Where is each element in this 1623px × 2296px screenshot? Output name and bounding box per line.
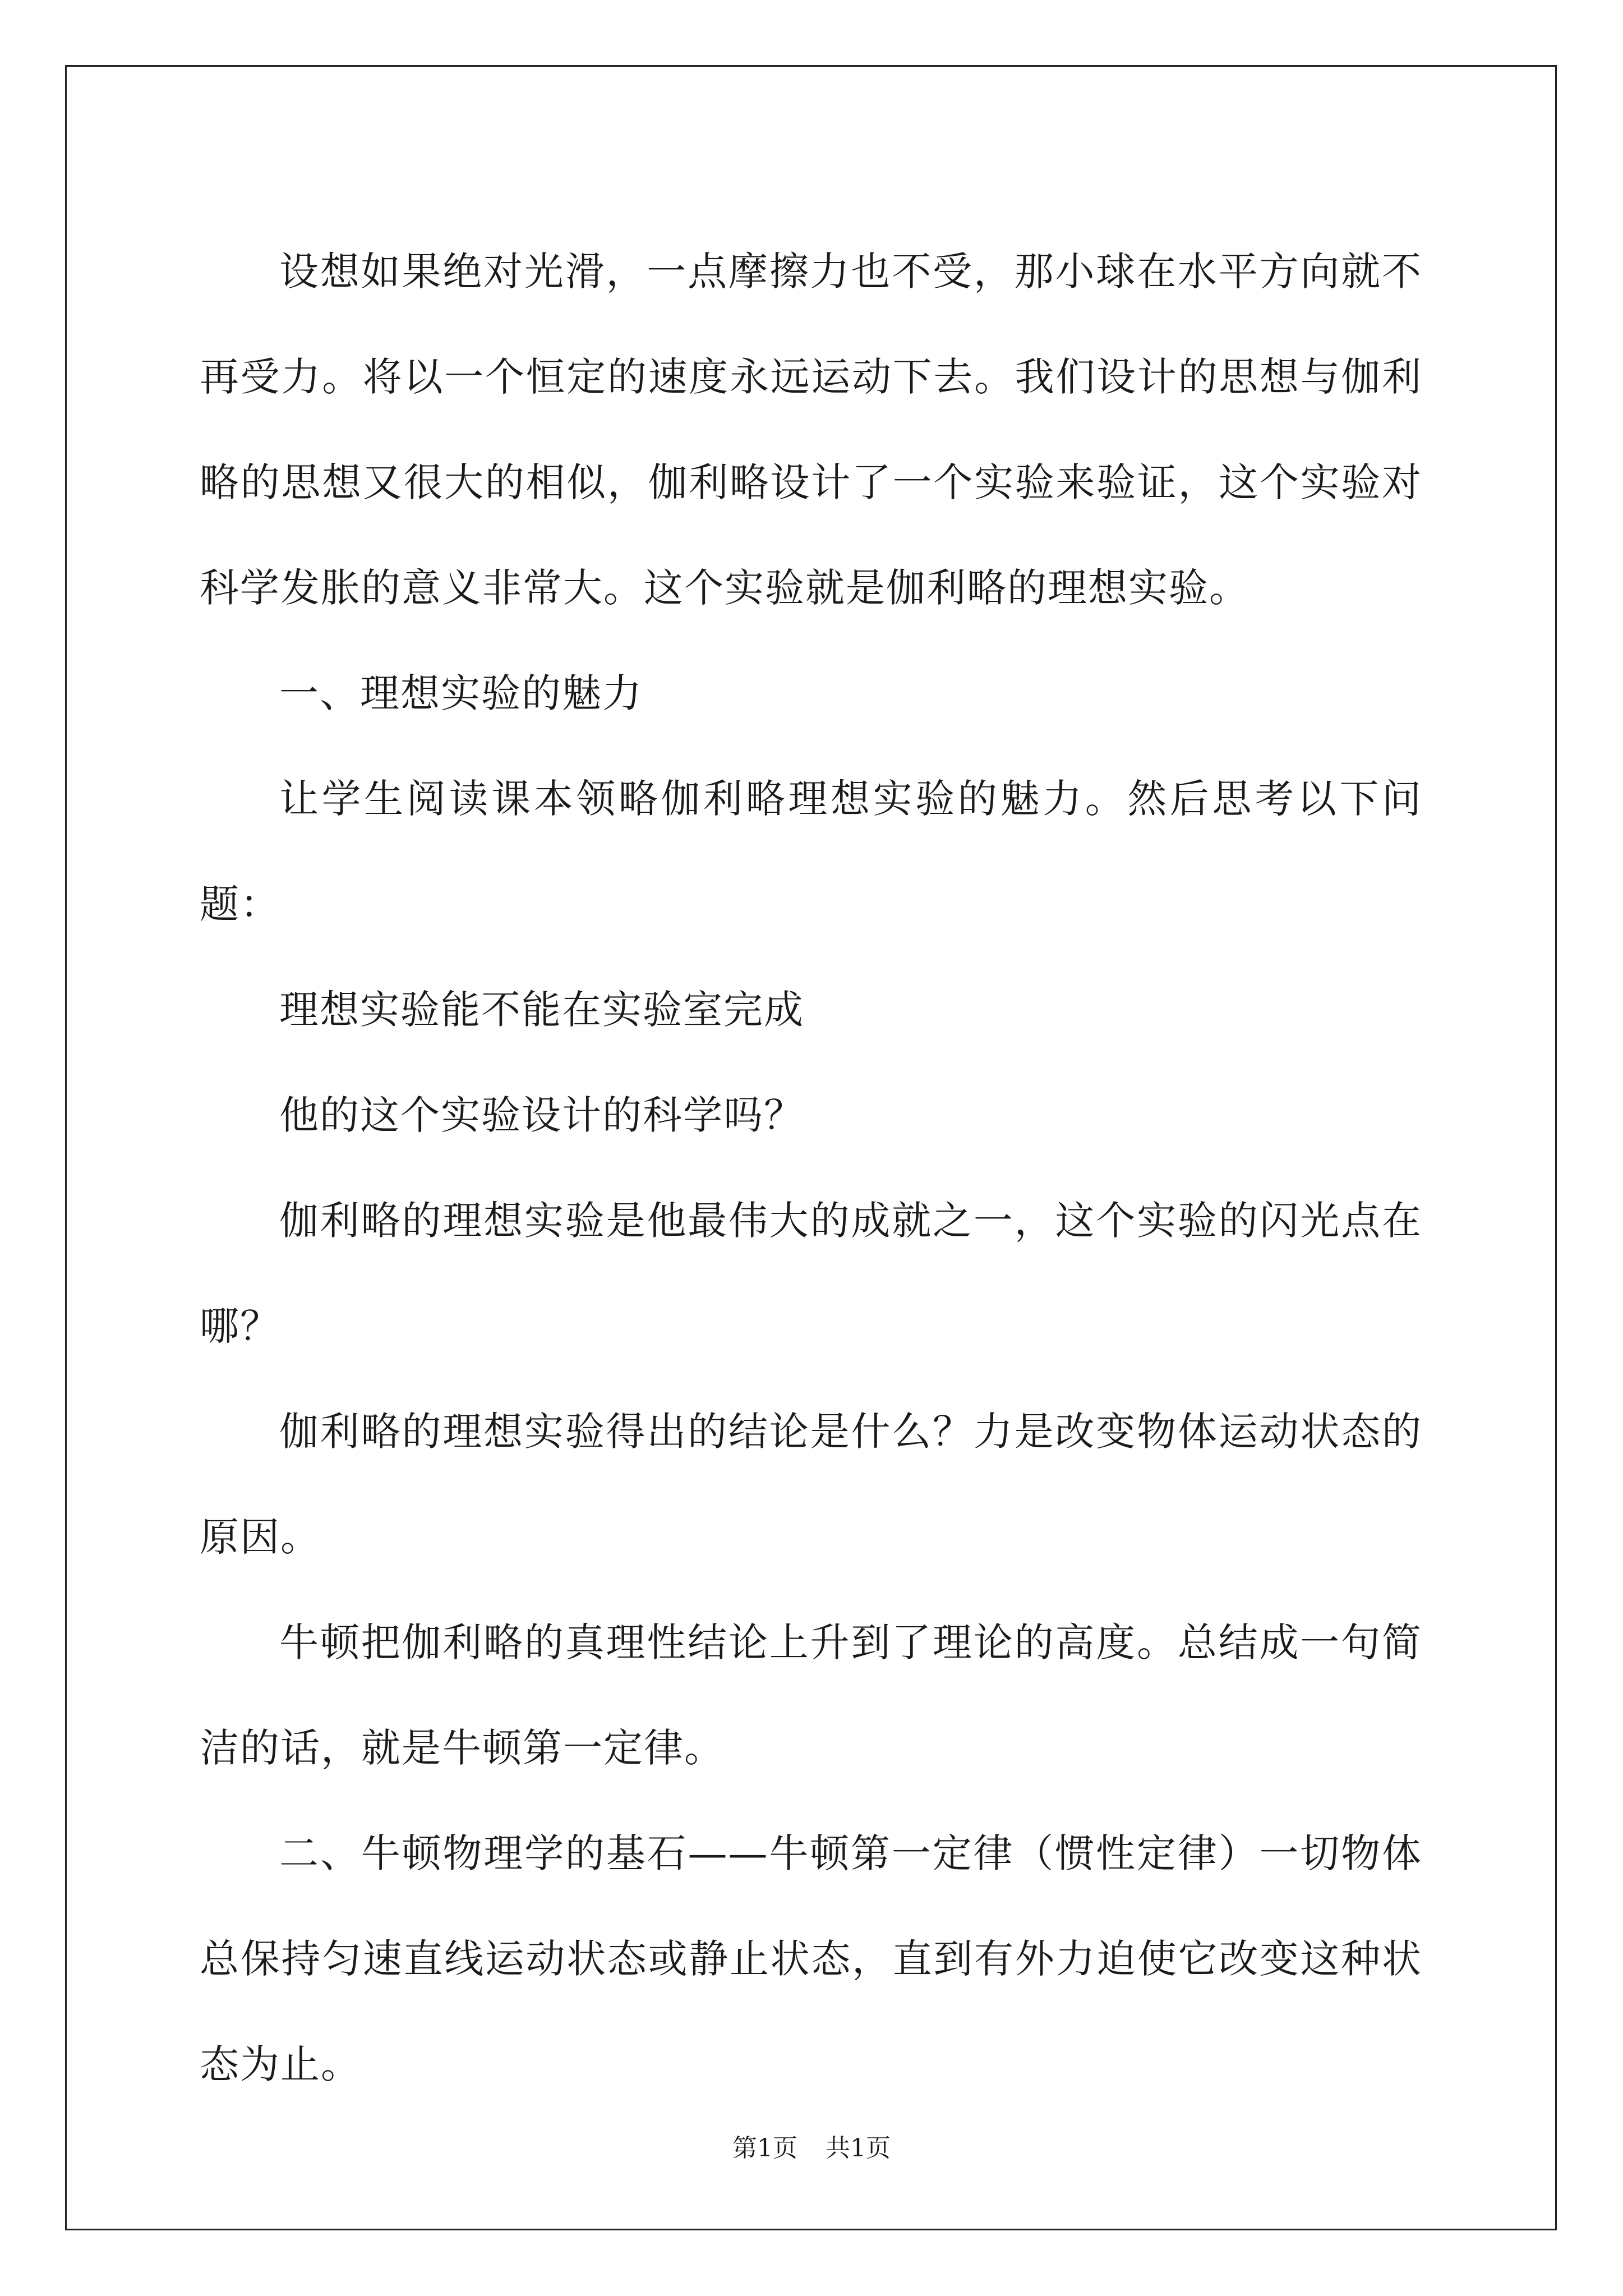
question-4: 伽利略的理想实验得出的结论是什么？力是改变物体运动状态的原因。 (200, 1409, 1422, 1560)
section-heading-1: 一、理想实验的魅力 (279, 670, 643, 716)
question-2: 他的这个实验设计的科学吗？ (279, 1092, 804, 1138)
paragraph-intro: 设想如果绝对光滑，一点摩擦力也不受，那小球在水平方向就不再受力。将以一个恒定的速度永远运动下去。我们设计的思想与伽利略的思想又很大的相似，伽利略设计了一个实验来验证，这个实验对科学发胀的意义非常大。这个实验就是伽利略的理想实验。 (200, 249, 1422, 611)
question-3: 伽利略的理想实验是他最伟大的成就之一，这个实验的闪光点在哪？ (200, 1198, 1422, 1349)
page-footer (0, 2132, 1623, 2165)
section-heading-2: 二、牛顿物理学的基石——牛顿第一定律（惯性定律）一切物体总保持匀速直线运动状态或静止状态，直到有外力迫使它改变这种状态为止。 (200, 1830, 1422, 2087)
page-total: 共1页 (826, 2134, 891, 2162)
paragraph-newton: 牛顿把伽利略的真理性结论上升到了理论的高度。总结成一句简洁的话，就是牛顿第一定律。 (200, 1619, 1422, 1771)
paragraph-reading-task: 让学生阅读课本领略伽利略理想实验的魅力。然后思考以下问题： (200, 776, 1422, 927)
question-1: 理想实验能不能在实验室完成 (279, 987, 804, 1033)
document-body (200, 219, 1422, 2117)
page-number: 第1页 (732, 2134, 797, 2162)
